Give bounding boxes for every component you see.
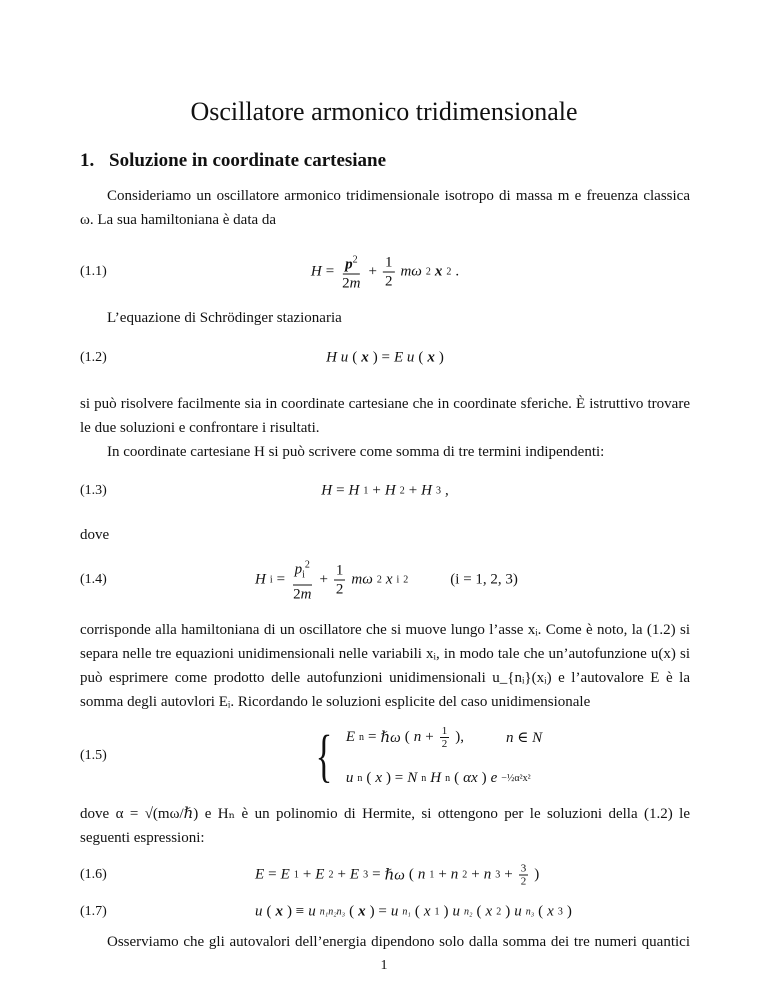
equation-label: (1.7) (80, 904, 107, 919)
equation-body: H i = $\frac{p_i^2}{2m}$ + $\frac{1}{2}$ mω 2 x i 2 (i = 1, 2, 3) (255, 557, 518, 604)
equation-1-2 (80, 338, 690, 378)
paragraph-schrodinger: L’equazione di Schrödinger stazionaria (107, 310, 342, 326)
equation-label: (1.5) (80, 748, 107, 763)
paragraph-alpha: dove α = √(mω/ℏ) e Hₙ è un polinomio di Hermite, si ottengono per le soluzioni della (1.2) le seguenti espressioni: (80, 806, 690, 846)
section-title: Soluzione in coordinate cartesiane (109, 150, 387, 171)
equation-body: { E n = ℏω ( n + $\frac{1}{2}$ ), n ∈ N u n ( x ) = N n H n ( αx ) e −½α²x² (315, 723, 543, 788)
equation-1-6 (80, 860, 690, 890)
equation-body: H u ( x ) = E u ( x ) (326, 349, 444, 366)
equation-1-1 (80, 252, 690, 292)
document-title: Oscillatore armonico tridimensionale (190, 97, 578, 127)
paragraph-dove: dove (80, 527, 110, 543)
equation-label: (1.6) (80, 867, 107, 882)
paragraph-solve: si può risolvere facilmente sia in coordinate cartesiane che in coordinate sferiche. È istruttivo trovare le due soluzioni e confrontare i risultati. (80, 396, 690, 436)
paragraph-degeneracy: Osserviamo che gli autovalori dell’energia dipendono solo dalla somma dei tre numeri quantici (107, 934, 690, 950)
quantum-number-domain: n ∈ N (505, 730, 543, 746)
equation-body: H = $\frac{p^2}{2m}$ + $\frac{1}{2}$ mω 2 x 2 . (311, 252, 459, 293)
section-number: 1. (80, 150, 95, 171)
equation-1-4 (80, 552, 690, 608)
page-number: 1 (380, 958, 388, 973)
equation-body: E = E 1 + E 2 + E 3 = ℏω ( n 1 + n 2 + n 3 + $\frac{3}{2}$ ) (255, 862, 540, 888)
section-heading (80, 150, 386, 172)
equation-label: (1.1) (80, 264, 107, 279)
paragraph-separation: corrisponde alla hamiltoniana di un oscillatore che si muove lungo l’asse xᵢ. Come è noto, la (1.2) si separa nelle tre equazioni unidimensionali nelle variabili xᵢ, in modo tale che un’autofunzione u(x) si può esprimere come prodotto delle autofunzioni unidimensionali u_{nᵢ}(xᵢ) e l’autovalore E è la somma degli autovlori Eᵢ. Ricordando le soluzioni esplicite del caso unidimensionale (80, 622, 690, 710)
equation-1-7 (80, 898, 690, 926)
equation-1-5 (80, 718, 690, 794)
index-range: (i = 1, 2, 3) (450, 571, 518, 588)
equation-body: u ( x ) ≡ u n₁n₂n₃ ( x ) = u n₁ ( x 1 ) u n₂ ( x 2 ) u n₃ ( x 3 ) (255, 903, 572, 920)
equation-label: (1.2) (80, 350, 107, 365)
equation-label: (1.3) (80, 483, 107, 498)
left-brace: { (315, 723, 333, 788)
equation-label: (1.4) (80, 572, 107, 587)
paragraph-cartesian: In coordinate cartesiane H si può scrivere come somma di tre termini indipendenti: (107, 444, 605, 460)
equation-1-3 (80, 471, 690, 511)
paragraph-intro: Consideriamo un oscillatore armonico tridimensionale isotropo di massa m e freuenza classica ω. La sua hamiltoniana è data da (80, 188, 690, 228)
equation-body: H = H 1 + H 2 + H 3 , (321, 482, 449, 499)
